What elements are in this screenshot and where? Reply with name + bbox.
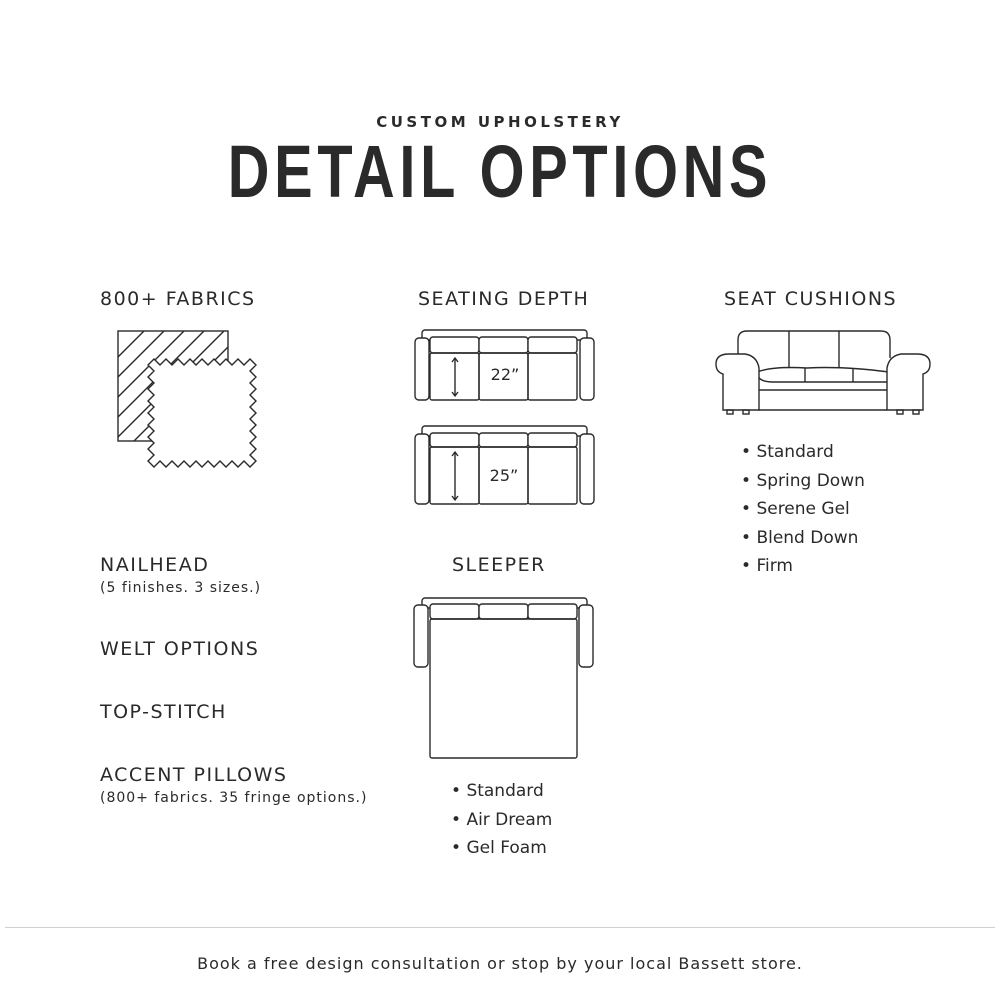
seating-depth-heading: SEATING DEPTH	[418, 288, 590, 310]
fabrics-heading: 800+ FABRICS	[100, 288, 256, 310]
sleeper-sofa-icon	[412, 596, 597, 762]
top-stitch-heading: TOP-STITCH	[100, 701, 227, 723]
nailhead-note: (5 finishes. 3 sizes.)	[100, 580, 262, 596]
nailhead-heading: NAILHEAD	[100, 554, 210, 576]
sleeper-list	[451, 777, 552, 863]
accent-pillows-heading: ACCENT PILLOWS	[100, 764, 288, 786]
sofa-icon	[713, 328, 933, 418]
sleeper-heading: SLEEPER	[452, 554, 546, 576]
list-item: • Firm	[741, 552, 865, 581]
seat-cushions-list	[741, 438, 865, 581]
list-item: • Serene Gel	[741, 495, 865, 524]
list-item: • Gel Foam	[451, 834, 552, 863]
subtitle: CUSTOM UPHOLSTERY	[376, 113, 624, 131]
footer-divider	[5, 927, 995, 928]
footer-text: Book a free design consultation or stop by your local Bassett store.	[197, 954, 803, 973]
welt-options-heading: WELT OPTIONS	[100, 638, 260, 660]
sofa-depth-22-icon	[412, 328, 597, 404]
accent-pillows-note: (800+ fabrics. 35 fringe options.)	[100, 790, 368, 806]
depth-22-label: 22”	[490, 365, 520, 384]
list-item: • Blend Down	[741, 524, 865, 553]
list-item: • Standard	[741, 438, 865, 467]
list-item: • Spring Down	[741, 467, 865, 496]
seat-cushions-heading: SEAT CUSHIONS	[724, 288, 898, 310]
list-item: • Air Dream	[451, 806, 552, 835]
sofa-depth-25-icon	[412, 424, 597, 508]
page-title: DETAIL OPTIONS	[227, 130, 773, 213]
depth-25-label: 25”	[489, 466, 519, 485]
list-item: • Standard	[451, 777, 552, 806]
fabric-swatch-icon	[110, 325, 270, 480]
